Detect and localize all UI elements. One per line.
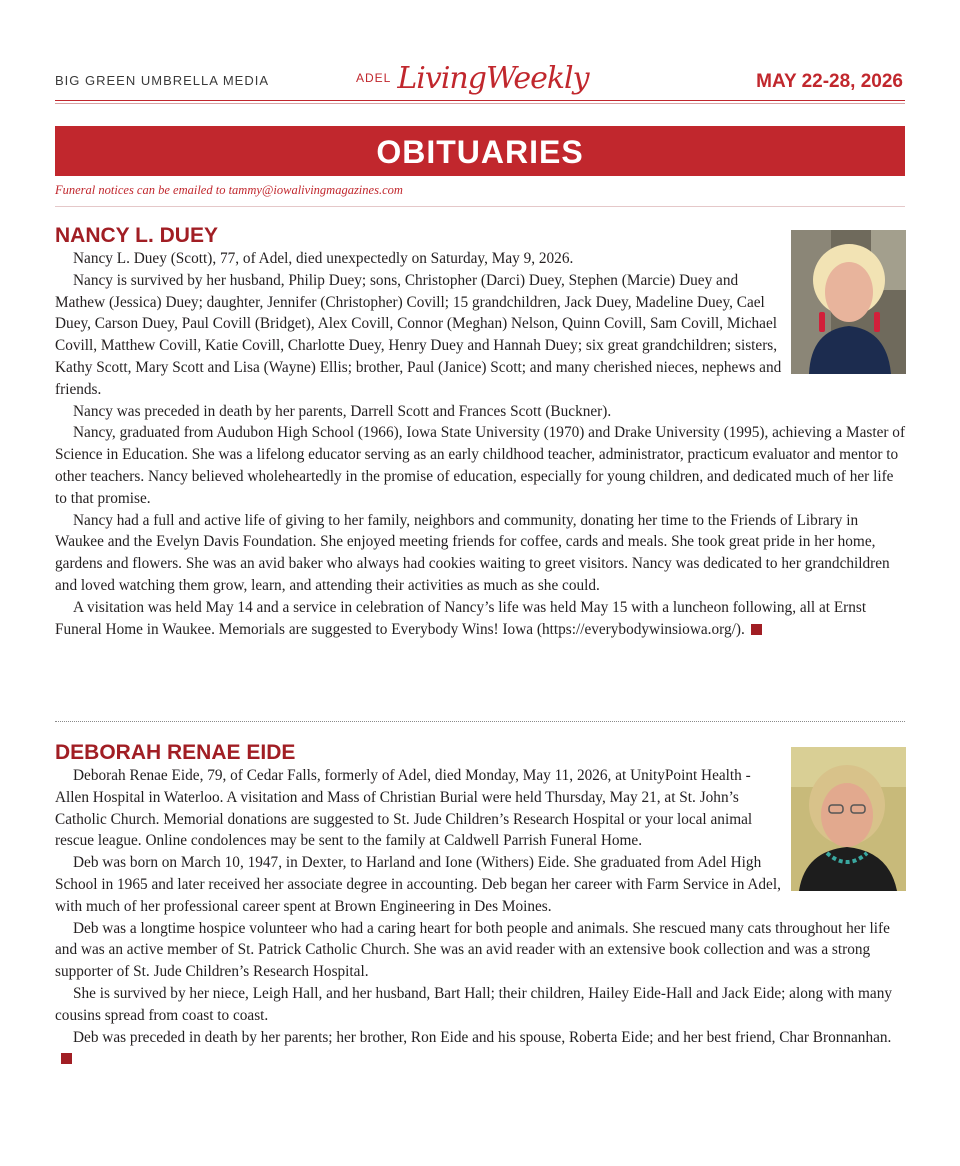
obituary-paragraph: Deb was born on March 10, 1947, in Dexter, to Harland and Ione (Withers) Eide. She graduated from Adel High School in 1965 and later received her associate degree in accounting. Deb began her career with Farm Service in Adel, with much of her professional career spent at Brown Engineering in Des Moines. <box>55 854 781 915</box>
portrait-photo-nancy <box>791 230 906 374</box>
masthead-logo: LivingWeekly <box>397 60 589 96</box>
publisher-name: BIG GREEN UMBRELLA MEDIA <box>55 73 269 88</box>
obituary-divider <box>55 721 905 722</box>
end-mark <box>751 624 762 635</box>
portrait-photo-deborah <box>791 747 906 891</box>
obituary-text: Deb was preceded in death by her parents; her brother, Ron Eide and his spouse, Roberta Eide; and her best friend, Char Bronnanhan. <box>73 1028 892 1046</box>
masthead <box>356 56 589 100</box>
obituary-paragraph: Nancy, graduated from Audubon High School (1966), Iowa State University (1970) and Drake University (1995), achieving a Master of Science in Education. She was a lifelong educator serving as an early childhood teacher, administrator, practicum evaluator and mentor to other teachers. Nancy believed wholeheartedly in the promise of education, especially for young children, and dedicated much of her life to that promise. <box>55 424 906 507</box>
masthead-prefix: ADEL <box>356 71 392 85</box>
obituary-name: DEBORAH RENAE EIDE <box>55 741 296 764</box>
obituary-paragraph: Deb was a longtime hospice volunteer who had a caring heart for both people and animals. She rescued many cats throughout her life and was an active member of St. Patrick Catholic Church. She was an avid reader with an extensive book collection and was a strong supporter of St. Jude Children’s Research Hospital. <box>55 919 890 981</box>
obituary-paragraph: Nancy L. Duey (Scott), 77, of Adel, died unexpectedly on Saturday, May 9, 2026. <box>73 250 574 267</box>
end-mark <box>61 1053 72 1064</box>
obituary-nancy-duey <box>55 224 906 640</box>
issue-date: MAY 22-28, 2026 <box>756 71 903 92</box>
header-rule-secondary <box>55 103 905 104</box>
obituary-paragraph: She is survived by her niece, Leigh Hall, and her husband, Bart Hall; their children, Hailey Eide-Hall and Jack Eide; along with many cousins spread from coast to coast. <box>55 984 892 1024</box>
header-rule <box>55 100 905 101</box>
obituary-deborah-eide <box>55 741 906 1070</box>
obituary-paragraph <box>55 1027 906 1071</box>
obituary-paragraph <box>55 597 906 641</box>
obituary-text: A visitation was held May 14 and a service in celebration of Nancy’s life was held May 15 with a luncheon following, all at Ernst Funeral Home in Waukee. Memorials are suggested to Everybody Wins! Iowa (https://everybodywinsiowa.org/). <box>55 598 867 638</box>
funeral-notice: Funeral notices can be emailed to tammy@iowalivingmagazines.com <box>55 183 403 197</box>
section-banner: OBITUARIES <box>55 126 905 176</box>
obituary-paragraph: Nancy was preceded in death by her parents, Darrell Scott and Frances Scott (Buckner). <box>73 402 612 420</box>
obituary-paragraph: Nancy had a full and active life of giving to her family, neighbors and community, donating her time to the Friends of Library in Waukee and the Evelyn Davis Foundation. She enjoyed meeting friends for coffee, cards and meals. She took great pride in her home, gardens and flowers. She was an avid baker who always had cookies waiting to greet visitors. Nancy was dedicated to her grandchildren and loved watching them grow, learn, and attending their activities as much as she could. <box>55 511 890 594</box>
notice-rule <box>55 206 905 207</box>
obituary-paragraph: Deborah Renae Eide, 79, of Cedar Falls, formerly of Adel, died Monday, May 11, 2026, at UnityPoint Health - Allen Hospital in Waterloo. A visitation and Mass of Christian Burial were held Thursday, May 21, at St. John’s Catholic Church. Memorial donations are suggested to St. Jude Children’s Research Hospital or your local animal rescue league. Online condolences may be sent to the family at Caldwell Parrish Funeral Home. <box>55 767 753 850</box>
obituary-paragraph: Nancy is survived by her husband, Philip Duey; sons, Christopher (Darci) Duey, Stephen (Marcie) Duey and Mathew (Jessica) Duey; daughter, Jennifer (Christopher) Covill; 15 grandchildren, Jack Duey, Madeline Duey, Cael Duey, Carson Duey, Paul Covill (Bridget), Alex Covill, Connor (Meghan) Nelson, Quinn Covill, Sam Covill, Michael Covill, Matthew Covill, Katie Covill, Charlotte Duey, Henry Duey and Hannah Duey; six great grandchildren; sisters, Kathy Scott, Mary Scott and Lisa (Wayne) Ellis; brother, Paul (Janice) Scott; and many cherished nieces, nephews and friends. <box>55 271 782 398</box>
obituary-name: NANCY L. DUEY <box>55 224 218 247</box>
